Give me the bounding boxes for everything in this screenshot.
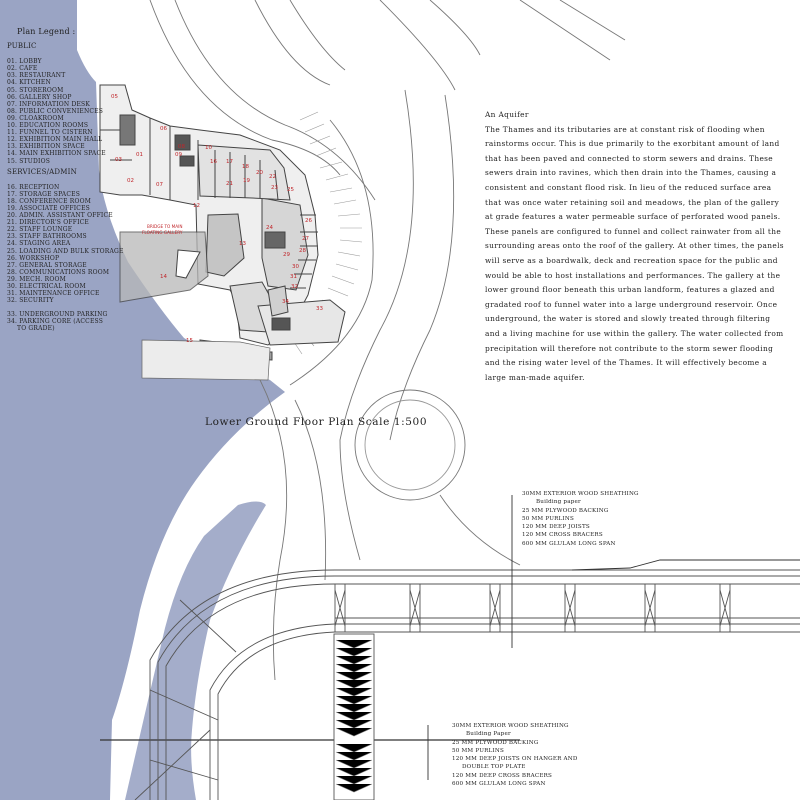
legend-item: 27. GENERAL STORAGE	[7, 261, 87, 269]
legend-public-list	[7, 58, 127, 164]
room-label: 33	[316, 306, 323, 312]
room-label: 32	[291, 284, 298, 290]
room-label: 08	[178, 144, 185, 150]
room-label: 15	[186, 338, 193, 344]
legend-item: 17. STORAGE SPACES	[7, 190, 81, 198]
legend-item: 26. WORKSHOP	[7, 254, 60, 262]
legend-services-heading: SERVICES/ADMIN	[7, 167, 77, 176]
room-label: 28	[299, 248, 306, 254]
legend-item: 06. GALLERY SHOP	[7, 93, 72, 101]
aquifer-body: The Thames and its tributaries are at constant risk of flooding when rainstorms occur. This is due primarily to the exorbitant amount of land that has been paved and connected to storm sewers and drains. These sewers drain into ravines, which then drain into the Thames, causing a consistent and constant flood risk. In lieu of the reduced surface area that was once water retaining soil and meadows, the plan of the gallery at grade features a water permeable surface of perforated wood panels. These panels are configured to funnel and collect rainwater from all the surrounding areas onto the roof of the gallery. At other times, the panels will serve as a boardwalk, deck and recreation space for the public and would be able to host installations and performances. The gallery at the lower ground floor beneath this urban landform, features a glazed and gradated roof to funnel water into a large underground reservoir. Once underground, the water is stored and slowly treated through filtering and a living machine for use within the gallery. The water collected from precipitation will therefore not contribute to the storm sewer flooding and the rising water level of the Thames. It will effectively become a large man-made aquifer.	[485, 124, 784, 382]
legend-item: 30. ELECTRICAL ROOM	[7, 283, 86, 290]
room-label: 20	[256, 170, 263, 176]
legend-title: Plan Legend :	[17, 27, 76, 36]
plan-title: Lower Ground Floor Plan Scale 1:500	[205, 416, 428, 428]
spec-item: 25 MM PLYWOOD BACKING	[452, 739, 539, 746]
spec-title: 30MM EXTERIOR WOOD SHEATHING	[522, 491, 639, 497]
spec-item: 120 MM DEEP JOISTS ON HANGER AND	[452, 756, 578, 763]
legend-item: 16. RECEPTION	[7, 183, 60, 191]
spec-item: 50 MM PURLINS	[452, 747, 504, 754]
legend-item: 22. STAFF LOUNGE	[7, 226, 73, 234]
legend-item: 14. MAIN EXHIBITION SPACE	[7, 150, 106, 158]
spec-title: 30MM EXTERIOR WOOD SHEATHING	[452, 723, 569, 729]
spec-list-bottom	[452, 722, 578, 788]
room-label: 27	[302, 236, 309, 242]
legend-item: 19. ASSOCIATE OFFICES	[7, 204, 90, 212]
room-label: 18	[242, 164, 249, 170]
room-label: 01	[136, 152, 143, 158]
room-label: 06	[160, 126, 167, 132]
legend-item: 20. ADMIN. ASSISTANT OFFICE	[7, 212, 113, 220]
legend-item: TO GRADE)	[17, 325, 55, 333]
room-label: 34	[282, 299, 289, 305]
note-line: FLOATING GALLERY	[142, 230, 183, 235]
room-label: 03	[115, 157, 122, 163]
note-line: BRIDGE TO MAIN	[147, 224, 183, 229]
legend-item: 25. LOADING AND BULK STORAGE	[7, 247, 124, 255]
room-label: 10	[205, 145, 212, 151]
legend-item: 23. STAFF BATHROOMS	[7, 233, 87, 241]
aquifer-text-block	[485, 108, 785, 385]
room-label: 31	[290, 274, 297, 280]
legend-item: 10. EDUCATION ROOMS	[7, 122, 89, 130]
legend-item: 07. INFORMATION DESK	[7, 100, 91, 108]
room-label: 09	[175, 152, 182, 158]
spec-item: 50 MM PURLINS	[522, 515, 574, 522]
room-label: 17	[226, 159, 233, 165]
legend-item: 32. SECURITY	[7, 297, 54, 305]
legend-item: 21. DIRECTOR'S OFFICE	[7, 219, 90, 227]
legend-item: 09. CLOAKROOM	[7, 114, 64, 122]
room-label: 24	[266, 225, 273, 231]
room-label: 14	[160, 274, 167, 280]
legend-item: 15. STUDIOS	[7, 157, 51, 165]
legend-item: 05. STOREROOM	[7, 86, 64, 94]
legend-item: 01. LOBBY	[7, 58, 42, 66]
room-label: 25	[287, 187, 294, 193]
legend-item: 18. CONFERENCE ROOM	[7, 197, 92, 205]
room-label: 05	[111, 94, 118, 100]
room-label: 21	[226, 181, 233, 187]
legend-item: 28. COMMUNICATIONS ROOM	[7, 268, 110, 276]
legend-public-heading: PUBLIC	[7, 42, 37, 51]
legend-item: 29. MECH. ROOM	[7, 275, 66, 283]
room-label: 07	[156, 182, 163, 188]
legend-item: 02. CAFE	[7, 65, 38, 73]
plan-legend	[7, 28, 127, 333]
legend-item: 03. RESTAURANT	[7, 72, 66, 80]
legend-item: 31. MAINTENANCE OFFICE	[7, 290, 100, 298]
room-label: 30	[292, 264, 299, 270]
spec-item: 600 MM GLULAM LONG SPAN	[522, 540, 616, 547]
spec-item: 120 MM CROSS BRACERS	[522, 532, 603, 539]
room-label: 12	[193, 203, 200, 209]
room-label: 16	[210, 159, 217, 165]
spec-item: DOUBLE TOP PLATE	[462, 764, 526, 771]
spec-item: Building Paper	[466, 731, 511, 738]
legend-item: 04. KITCHEN	[7, 79, 51, 87]
room-label: 22	[269, 174, 276, 180]
spec-item: 120 MM DEEP JOISTS	[522, 524, 590, 531]
floating-gallery-note	[142, 224, 183, 235]
legend-item: 24. STAGING AREA	[7, 240, 71, 248]
legend-item: 11. FUNNEL TO CISTERN	[7, 129, 93, 137]
legend-services-list	[7, 184, 127, 305]
room-label: 23	[271, 185, 278, 191]
legend-parking-list	[7, 311, 127, 332]
spec-item: 25 MM PLYWOOD BACKING	[522, 507, 609, 514]
legend-item: 33. UNDERGROUND PARKING	[7, 311, 108, 319]
room-label: 19	[243, 178, 250, 184]
room-label: 02	[127, 178, 134, 184]
aquifer-heading: An Aquifer	[485, 110, 529, 119]
spec-item: Building paper	[536, 499, 581, 506]
room-label: 13	[239, 241, 246, 247]
room-label: 26	[305, 218, 312, 224]
room-label: 29	[283, 252, 290, 258]
spec-item: 120 MM DEEP CROSS BRACERS	[452, 772, 553, 779]
legend-item: 13. EXHIBITION SPACE	[7, 143, 85, 151]
spec-item: 600 MM GLULAM LONG SPAN	[452, 781, 546, 788]
spec-list-top	[522, 490, 639, 548]
legend-item: 34. PARKING CORE (ACCESS	[7, 318, 104, 326]
legend-item: 12. EXHIBITION MAIN HALL	[7, 136, 103, 144]
legend-item: 08. PUBLIC CONVENIENCES	[7, 107, 104, 115]
